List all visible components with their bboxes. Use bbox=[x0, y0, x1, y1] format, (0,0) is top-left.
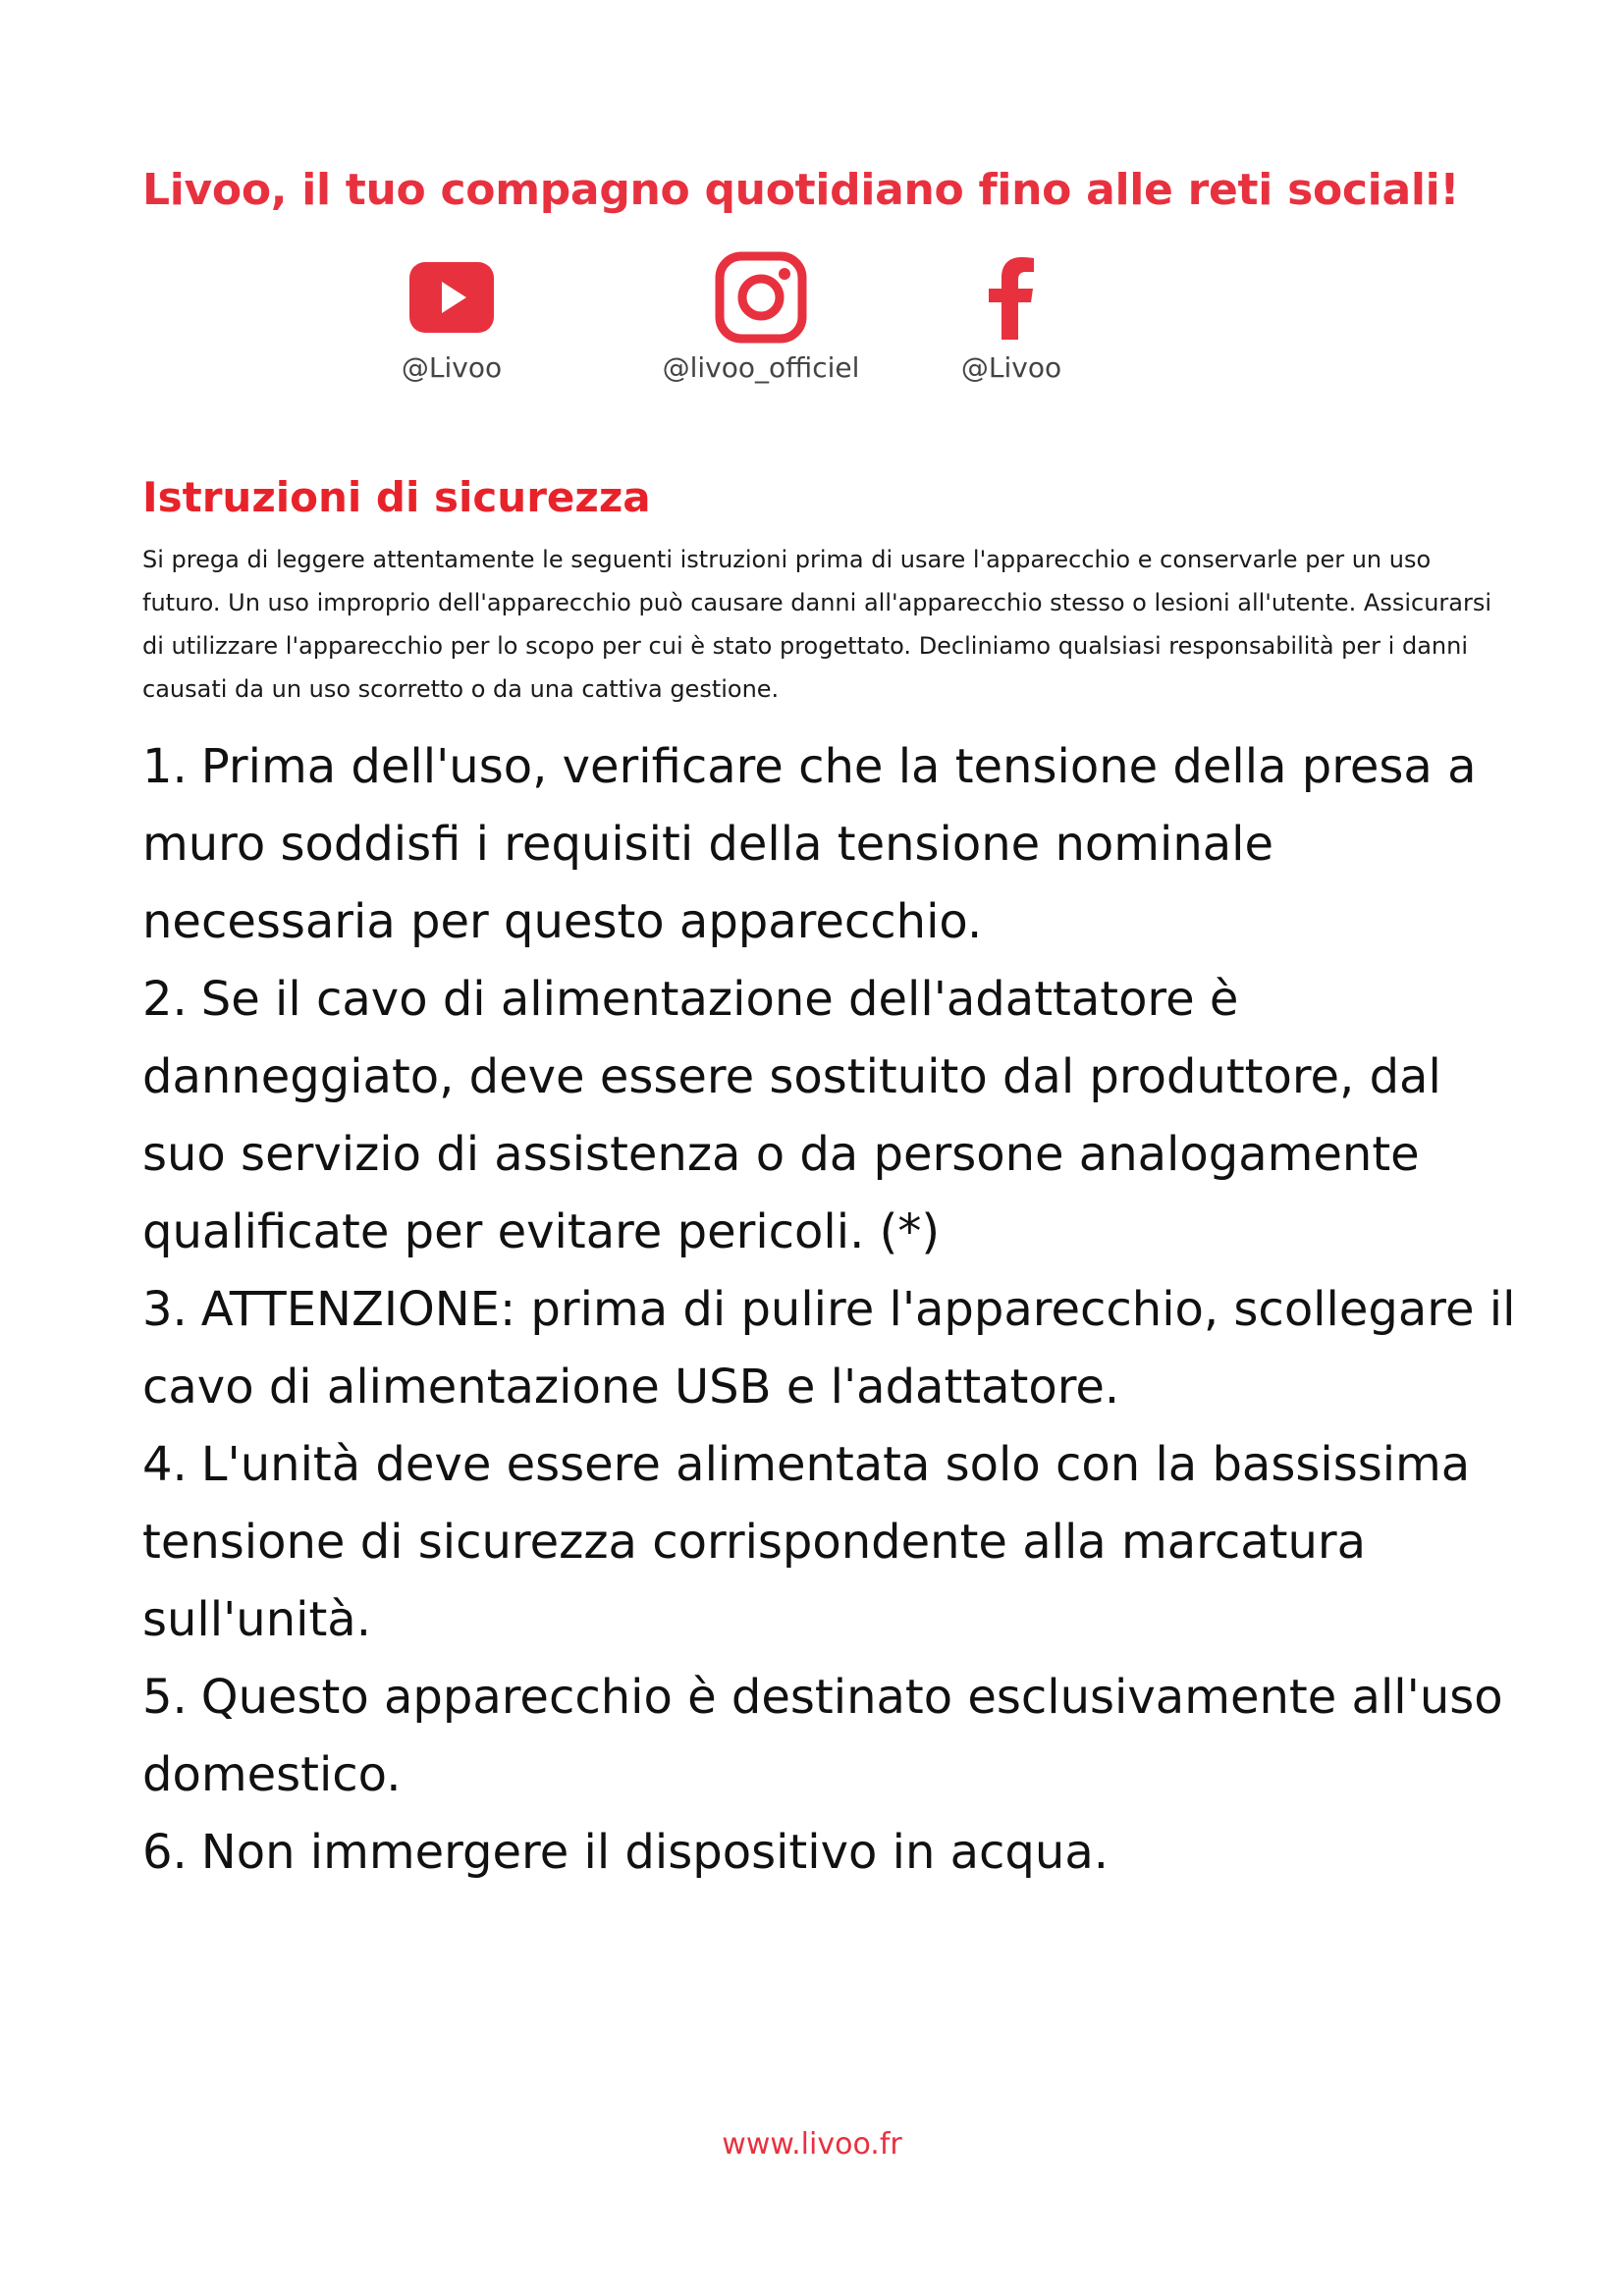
item-text: ATTENZIONE: prima di pulire l'apparecchio, scollegare il cavo di alimentazione USB e l'adattatore. bbox=[142, 1282, 1516, 1415]
item-text: Non immergere il dispositivo in acqua. bbox=[200, 1825, 1109, 1880]
list-item bbox=[142, 1659, 1517, 1814]
item-number: 4. bbox=[142, 1437, 188, 1492]
safety-instructions-list bbox=[142, 728, 1517, 1892]
item-number: 1. bbox=[142, 739, 188, 794]
item-number: 5. bbox=[142, 1670, 188, 1725]
safety-intro: Si prega di leggere attentamente le seguenti istruzioni prima di usare l'apparecchio e conservarle per un uso futuro. Un uso improprio dell'apparecchio può causare danni all'apparecchio stesso o lesioni all'utente. Assicurarsi di utilizzare l'apparecchio per lo scopo per cui è stato progettato. Decliniamo qualsiasi responsabilità per i danni causati da un uso scorretto o da una cattiva gestione. bbox=[142, 546, 1492, 703]
item-text: Questo apparecchio è destinato esclusivamente all'uso domestico. bbox=[142, 1670, 1503, 1802]
social-youtube bbox=[324, 250, 579, 384]
youtube-icon bbox=[409, 262, 494, 333]
social-instagram bbox=[633, 250, 889, 384]
facebook-handle: @Livoo bbox=[960, 351, 1062, 384]
list-item bbox=[142, 1271, 1517, 1426]
website-link[interactable]: www.livoo.fr bbox=[722, 2127, 902, 2162]
brand-tagline: Livoo, il tuo compagno quotidiano fino alle reti sociali! bbox=[142, 165, 1460, 215]
list-item bbox=[142, 961, 1517, 1271]
social-facebook bbox=[884, 250, 1139, 384]
instagram-handle: @livoo_officiel bbox=[662, 351, 860, 384]
safety-title: Istruzioni di sicurezza bbox=[142, 473, 651, 521]
youtube-handle: @Livoo bbox=[401, 351, 503, 384]
list-item bbox=[142, 1426, 1517, 1659]
item-text: L'unità deve essere alimentata solo con la bassissima tensione di sicurezza corrispondente alla marcatura sull'unità. bbox=[142, 1437, 1471, 1647]
item-number: 2. bbox=[142, 972, 188, 1027]
list-item bbox=[142, 1814, 1517, 1892]
item-number: 6. bbox=[142, 1825, 188, 1880]
item-text: Prima dell'uso, verificare che la tensione della presa a muro soddisfi i requisiti della tensione nominale necessaria per questo apparecchio. bbox=[142, 739, 1477, 949]
facebook-icon bbox=[987, 255, 1036, 340]
item-number: 3. bbox=[142, 1282, 188, 1337]
instagram-icon bbox=[715, 251, 807, 344]
item-text: Se il cavo di alimentazione dell'adattatore è danneggiato, deve essere sostituito dal produttore, dal suo servizio di assistenza o da persone analogamente qualificate per evitare pericoli. (*) bbox=[142, 972, 1441, 1259]
list-item bbox=[142, 728, 1517, 961]
